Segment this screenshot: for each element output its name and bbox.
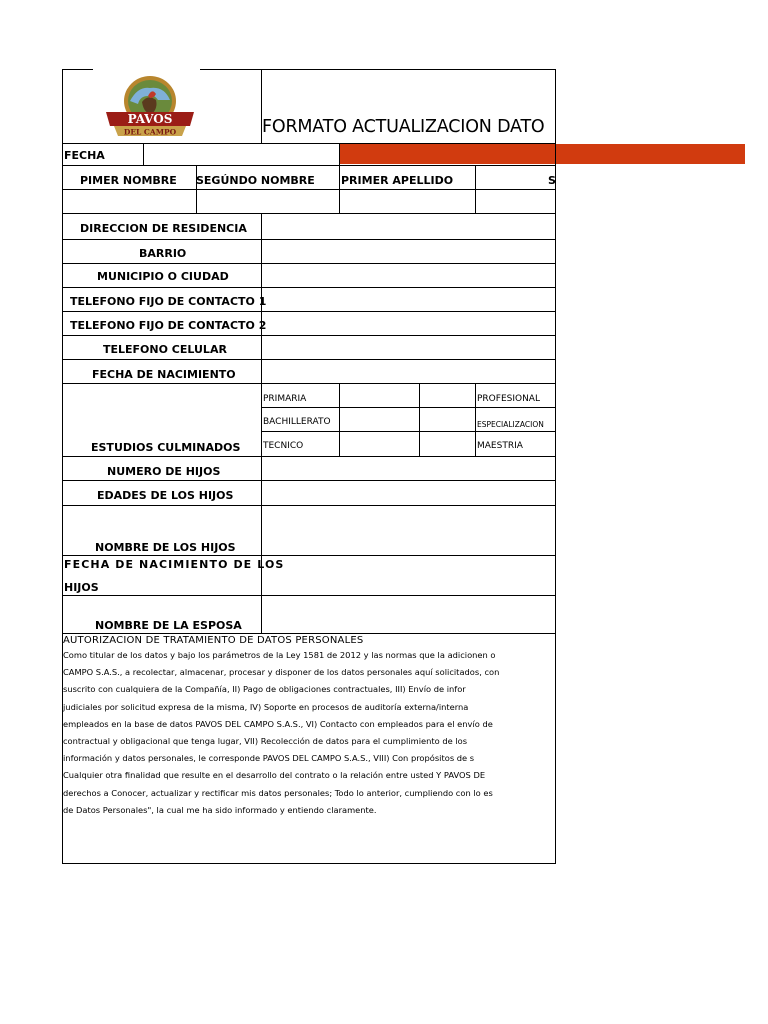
col-line [196,165,197,213]
fecha-label: FECHA [64,149,105,162]
row-line [62,555,556,556]
authorization-line: contractual y obligacional que tenga lugar, VII) Recolección de datos para el cumplimiento de los [63,736,468,747]
row-line [62,263,556,264]
col-line [475,165,476,213]
authorization-line: de Datos Personales", la cual me ha sido informado y entiendo claramente. [63,804,377,815]
authorization-line: CAMPO S.A.S., a recolectar, almacenar, procesar y disponer de los datos personales aquí solicitados, con [63,667,500,678]
row-line [62,595,556,596]
authorization-line: Como titular de los datos y bajo los parámetros de la Ley 1581 de 2012 y las normas que la adicionen o [63,650,496,660]
logo-divider [261,69,262,144]
pavos-del-campo-logo [98,74,202,140]
authorization-line: Cualquier otra finalidad que resulte en el desarrollo del contrato o la relación entre usted Y PAVOS DE [63,770,486,781]
form-title: FORMATO ACTUALIZACION DATO [262,117,545,137]
row-line [62,505,556,506]
row-line [262,431,556,432]
segundo-apellido-header: S [548,174,556,187]
primer-nombre-header: PIMER NOMBRE [80,174,177,187]
row-line [62,287,556,288]
col-line [339,383,340,456]
profesional-option: PROFESIONAL [477,394,540,404]
svg-text:PAVOS: PAVOS [127,112,173,126]
row-line [62,189,556,190]
authorization-line: empleados en la base de datos PAVOS DEL CAMPO S.A.S., VI) Contacto con empleados para el envío de [63,718,493,729]
primer-apellido-header: PRIMER APELLIDO [341,174,454,187]
bachillerato-option: BACHILLERATO [263,417,331,427]
authorization-line: suscrito con cualquiera de la Compañía, II) Pago de obligaciones contractuales, III) Envío de infor [63,684,466,695]
col-line [475,383,476,456]
row-line [62,359,556,360]
barrio-label: BARRIO [139,247,187,260]
telefono-celular-label: TELEFONO CELULAR [103,343,227,356]
svg-text:DEL CAMPO: DEL CAMPO [123,127,177,137]
top-border [63,69,93,70]
direccion-label: DIRECCION DE RESIDENCIA [80,222,247,235]
row-line [62,633,556,634]
fecha-nacimiento-hijos-label: FECHA DE NACIMIENTO DE LOS [64,558,285,571]
row-line [62,311,556,312]
fecha-nacimiento-label: FECHA DE NACIMIENTO [92,368,236,381]
segundo-nombre-header: SEGÚNDO NOMBRE [196,174,315,187]
top-border [200,69,555,70]
row-line [62,383,556,384]
row-line [62,480,556,481]
edades-hijos-label: EDADES DE LOS HIJOS [97,489,234,502]
fecha-nacimiento-hijos-label-2: HIJOS [64,581,99,594]
nombre-hijos-label: NOMBRE DE LOS HIJOS [95,541,236,554]
col-line [419,383,420,456]
row-line [62,239,556,240]
row-line [62,335,556,336]
authorization-line: derechos a Conocer, actualizar y rectificar mis datos personales; Todo lo anterior, cumpliendo con lo es [63,787,493,798]
authorization-line: judiciales por solicitud expresa de la misma, IV) Soporte en procesos de auditoría externa/interna [63,701,469,712]
primaria-option: PRIMARIA [263,394,307,404]
numero-hijos-label: NUMERO DE HIJOS [107,465,221,478]
col-line [143,143,144,165]
authorization-line: información y datos personales, le corresponde PAVOS DEL CAMPO S.A.S., VIII) Con propósitos de s [63,753,475,764]
col-line [339,143,340,165]
bottom-border [62,863,556,864]
authorization-section [63,635,555,819]
row-line [262,407,556,408]
maestria-option: MAESTRIA [477,441,523,451]
estudios-label: ESTUDIOS CULMINADOS [91,441,241,454]
row-line [62,143,556,144]
authorization-title: AUTORIZACIÓN DE TRATAMIENTO DE DATOS PERSONALES [63,635,364,646]
accent-bar [340,144,745,164]
nombre-esposa-label: NOMBRE DE LA ESPOSA [95,619,242,632]
especializacion-option: ESPECIALIZACION [477,420,544,429]
telefono-fijo-2-label: TELEFONO FIJO DE CONTACTO 2 [70,319,267,332]
row-line [62,456,556,457]
row-line [62,165,556,166]
telefono-fijo-1-label: TELEFONO FIJO DE CONTACTO 1 [70,295,267,308]
tecnico-option: TECNICO [263,441,304,451]
row-line [62,213,556,214]
municipio-label: MUNICIPIO O CIUDAD [97,270,229,283]
col-line [339,165,340,213]
